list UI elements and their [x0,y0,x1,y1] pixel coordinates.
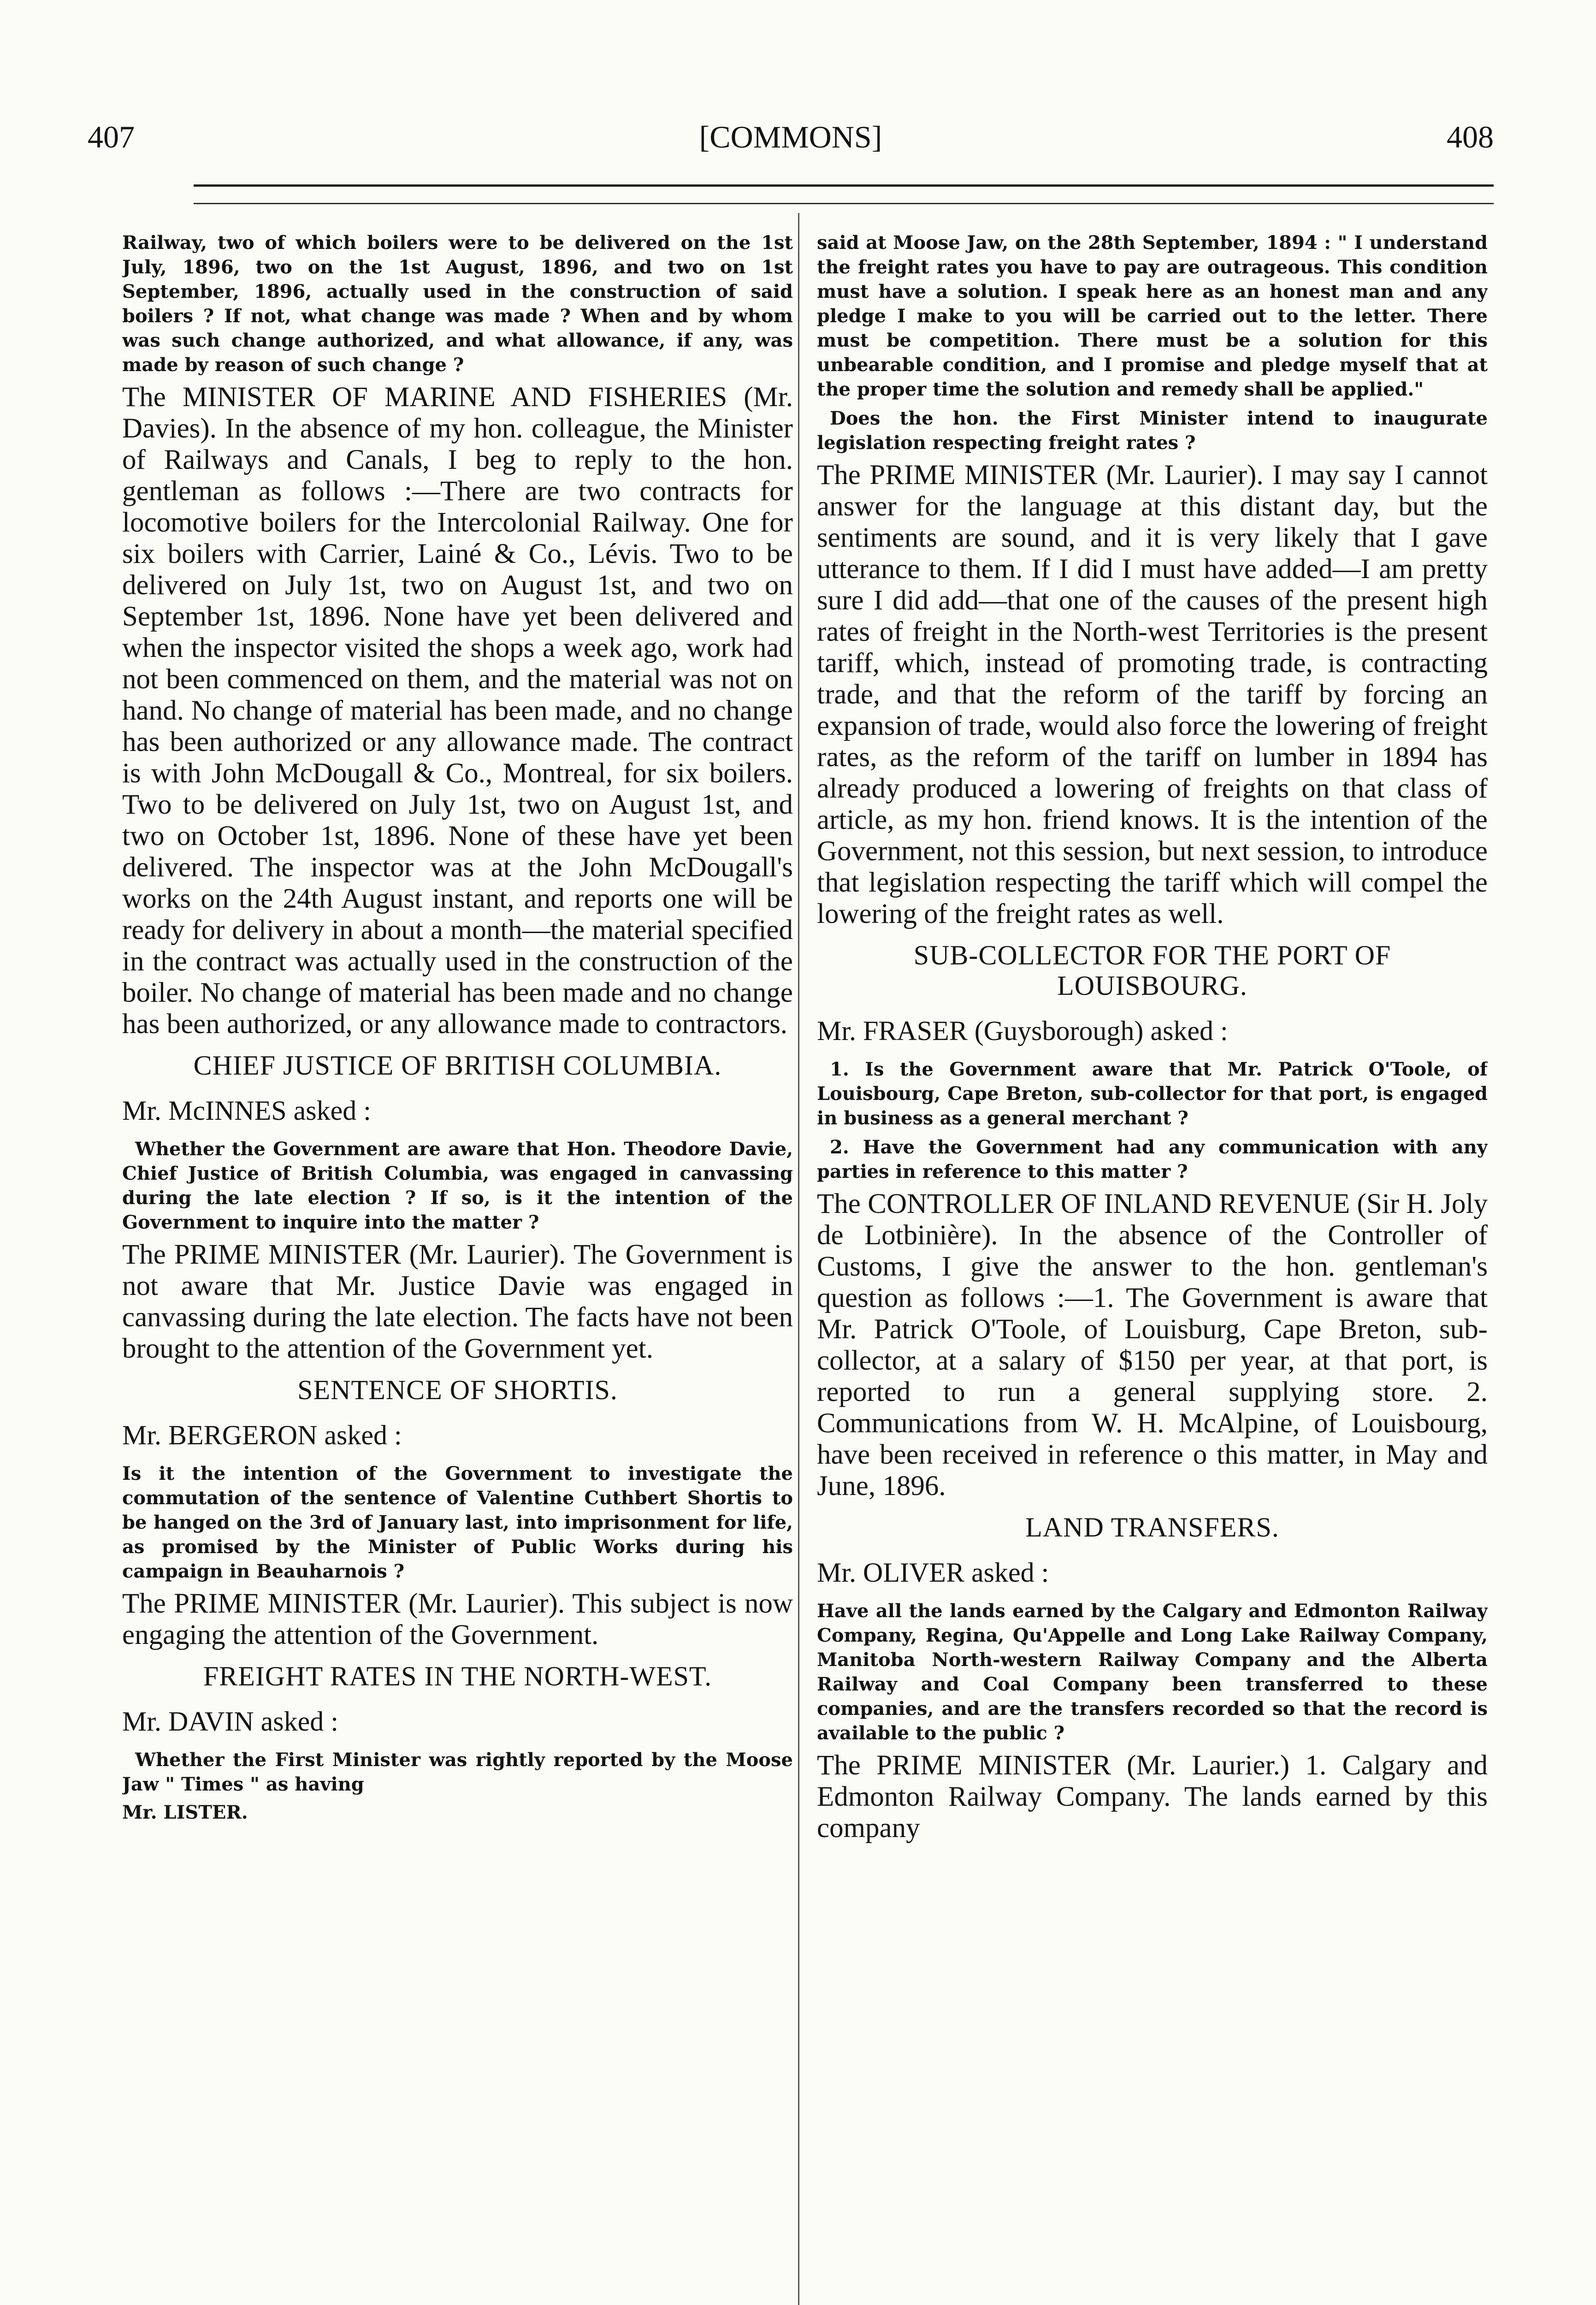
header-rule-bottom [194,203,1494,204]
question-text: Is it the intention of the Government to investigate the commutation of the sentence of Valentine Cuthbert Shortis to be hanged on the 3rd of January last, into imprisonment for life, as promised by the Minister of Public Works during his campaign in Beauharnois ? [122,1463,793,1582]
question-text: Have all the lands earned by the Calgary and Edmonton Railway Company, Regina, Qu'Appelle and Long Lake Railway Company, Manitoba North-western Railway Company and the Alberta Railway and Coal Company been transferred to these companies, and are the transfers recorded so that the record is available to the public ? [817,1600,1488,1744]
answer-text: The Government is not aware that Mr. Justice Davie was engaged in canvassing during the late election. The facts have not been brought to the attention of the Government yet. [122,1239,793,1364]
answer-text: In the absence of the Controller of Customs, I give the answer to the hon. gentleman's question as follows :—1. The Government is aware that Mr. Patrick O'Toole, of Louisburg, Cape Breton, sub-collector, at a salary of $150 per year, at that port, is reported to run a general supplying store. 2. Communications from W. H. McAlpine, of Louisbourg, have been received in reference o this matter, in May and June, 1896. [817,1220,1488,1501]
answer-text: I may say I cannot answer for the language at this distant day, but the sentiments are sound, and it is very likely that I gave utterance to them. If I did I must have added—I am pretty sure I did add—that one of the causes of the present high rates of freight in the North-west Territories is the present tariff, which, instead of promoting trade, is contracting trade, and that the reform of the tariff by forcing an expansion of trade, would also force the lowering of freight rates, as the reform of the tariff on lumber in 1894 has already produced a lowering of freights on that class of article, as my hon. friend knows. It is the intention of the Government, not this session, but next session, to introduce that legislation respecting the tariff which will compel the lowering of the freight rates as well. [817,460,1488,929]
answer-paragraph [122,1588,793,1651]
signoff: Mr. LISTER. [122,1802,248,1823]
speaker-name: The PRIME MINISTER (Mr. Laurier). [122,1588,565,1619]
question-text: Whether the First Minister was rightly reported by the Moose Jaw " Times " as having [122,1749,793,1795]
question-text: 2. Have the Government had any communication with any parties in reference to this matter ? [817,1136,1488,1182]
answer-text: 1. Calgary and Edmonton Railway Company. The lands earned by this company [817,1750,1488,1844]
section-heading: FREIGHT RATES IN THE NORTH-WEST. [203,1661,712,1691]
asker-line: Mr. McINNES asked : [122,1095,371,1126]
column-divider [798,213,799,2305]
asker-line: Mr. DAVIN asked : [122,1706,338,1737]
answer-paragraph [122,382,793,1040]
section-heading: SENTENCE OF SHORTIS. [297,1375,618,1405]
right-column [817,230,1488,2305]
question-text: Whether the Government are aware that Hon. Theodore Davie, Chief Justice of British Columbia, was engaged in canvassing during the late election ? If so, is it the intention of the Government to inquire into the matter ? [122,1138,793,1233]
question-continuation: said at Moose Jaw, on the 28th September, 1894 : " I understand the freight rates you have to pay are outrageous. This condition must have a solution. I speak here as an honest man and any pledge I make to you will be carried out to the letter. There must be competition. There must be a solution for this unbearable condition, and I promise and pledge myself that at the proper time the solution and remedy shall be applied." [817,232,1488,400]
section-heading: CHIEF JUSTICE OF BRITISH COLUMBIA. [193,1050,722,1081]
page-header [88,110,1494,165]
header-rule-top [194,184,1494,187]
page-number-left: 407 [88,119,135,154]
speaker-name: The MINISTER OF MARINE AND FISHERIES (Mr. Davies). [122,382,793,444]
answer-paragraph [817,1750,1488,1844]
answer-text: This subject is now engaging the attention of the Government. [122,1588,793,1650]
question-text: 1. Is the Government aware that Mr. Patrick O'Toole, of Louisbourg, Cape Breton, sub-collector for that port, is engaged in business as a general merchant ? [817,1058,1488,1129]
section-heading: SUB-COLLECTOR FOR THE PORT OF LOUISBOURG. [913,940,1391,1001]
question-text: Does the hon. the First Minister intend to inaugurate legislation respecting freight rates ? [817,408,1488,454]
asker-line: Mr. OLIVER asked : [817,1557,1049,1588]
asker-line: Mr. BERGERON asked : [122,1420,402,1450]
page-title: [COMMONS] [699,119,882,154]
left-column [122,230,793,2305]
question-continuation: Railway, two of which boilers were to be delivered on the 1st July, 1896, two on the 1st August, 1896, and two on 1st September, 1896, actually used in the construction of said boilers ? If not, what change was made ? When and by whom was such change authorized, and what allowance, if any, was made by reason of such change ? [122,232,793,376]
answer-paragraph [817,1188,1488,1502]
speaker-name: The PRIME MINISTER (Mr. Laurier). [122,1239,566,1270]
answer-paragraph [122,1239,793,1365]
section-heading: LAND TRANSFERS. [1025,1512,1279,1543]
answer-paragraph [817,460,1488,930]
speaker-name: The PRIME MINISTER (Mr. Laurier.) [817,1750,1290,1781]
answer-text: In the absence of my hon. colleague, the Minister of Railways and Canals, I beg to reply to the hon. gentleman as follows :—There are two contracts for locomotive boilers for the Intercolonial Railway. One for six boilers with Carrier, Lainé & Co., Lévis. Two to be delivered on July 1st, two on August 1st, and two on September 1st, 1896. None have yet been delivered and when the inspector visited the shops a week ago, work had not been commenced on them, and the material was not on hand. No change of material has been made, and no change has been authorized or any allowance made. The contract is with John McDougall & Co., Montreal, for six boilers. Two to be delivered on July 1st, two on August 1st, and two on October 1st, 1896. None of these have yet been delivered. The inspector was at the John McDougall's works on the 24th August instant, and reports one will be ready for delivery in about a month—the material specified in the contract was actually used in the construction of the boiler. No change of material has been made and no change has been authorized, or any allowance made to contractors. [122,413,793,1040]
asker-line: Mr. FRASER (Guysborough) asked : [817,1016,1228,1046]
speaker-name: The CONTROLLER OF INLAND REVENUE (Sir H. Joly de Lotbinière). [817,1188,1488,1251]
speaker-name: The PRIME MINISTER (Mr. Laurier). [817,460,1264,491]
page-number-right: 408 [1447,119,1494,154]
